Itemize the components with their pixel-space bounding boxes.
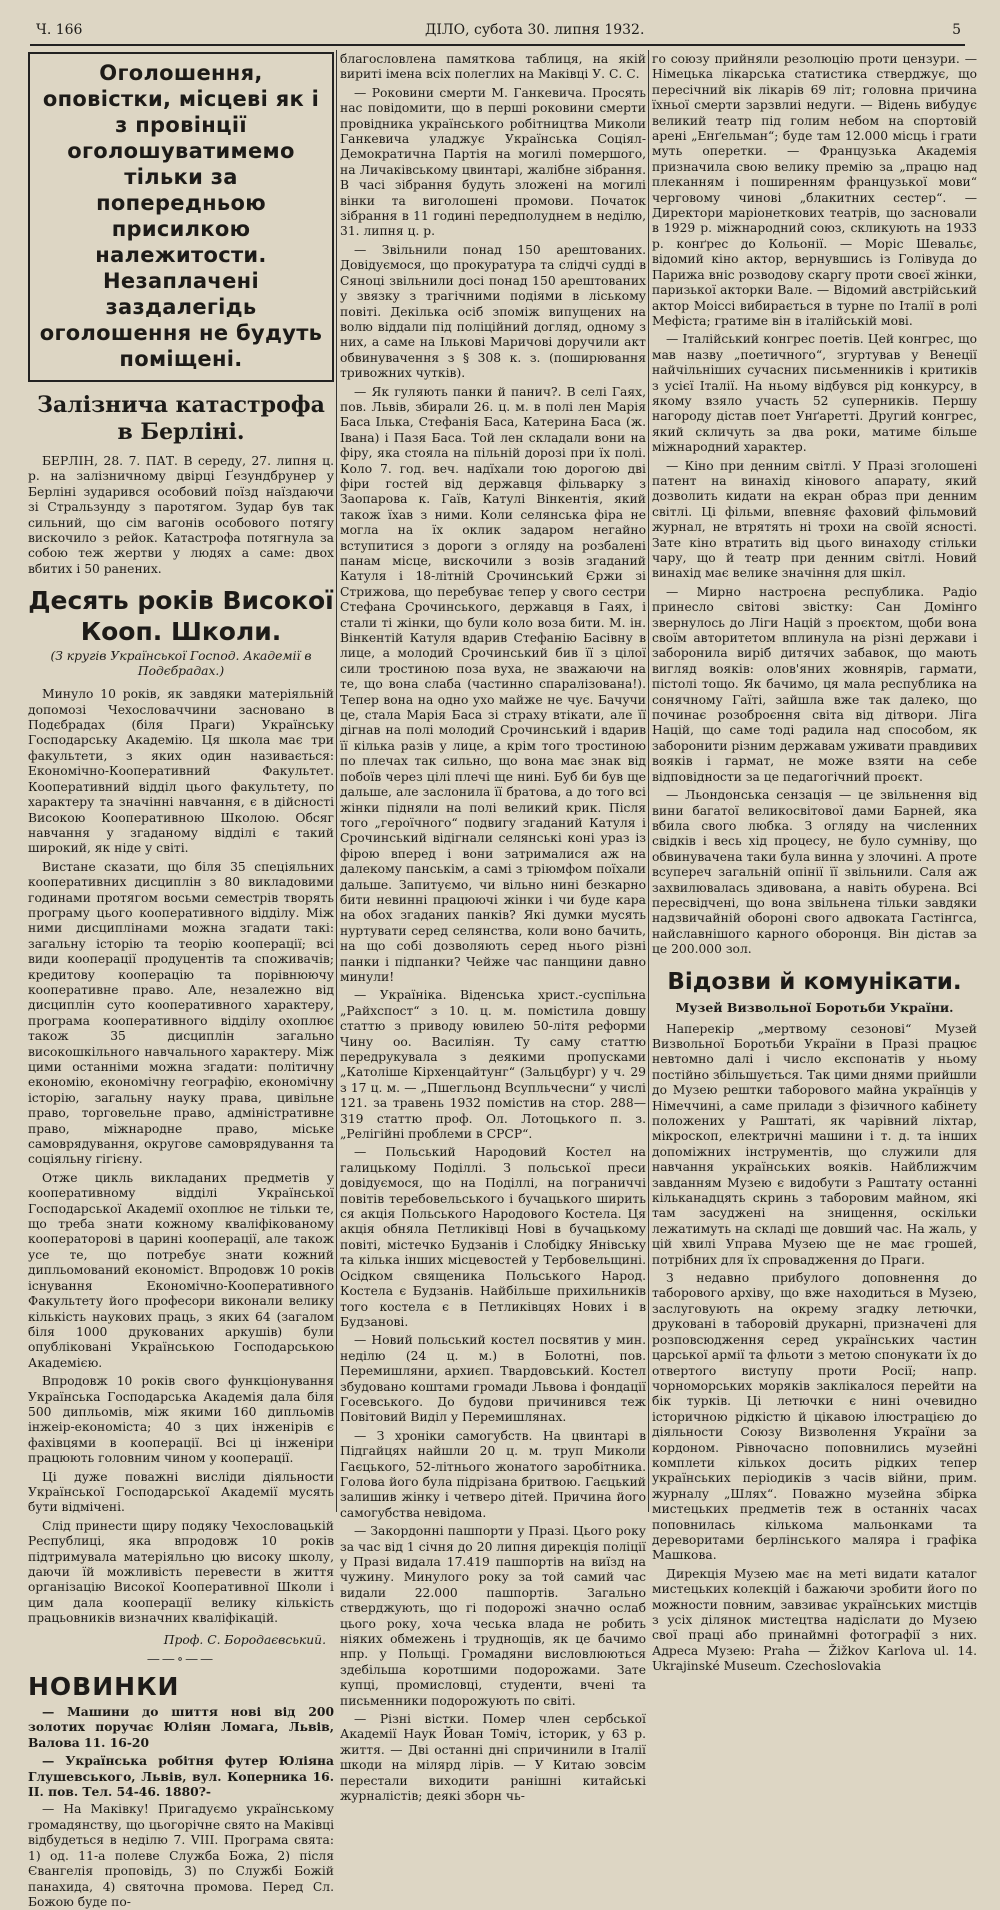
ad-notice-box: Оголошення, оповістки, місцеві як і з провінції оголошуватимемо тільки за попередньою присилкою належитости. Незаплачені заздалегідь оголошення не будуть поміщені. xyxy=(28,52,334,382)
school-paragraph: Вистане сказати, що біля 35 спеціяльних кооперативних дисциплін з 80 викладовими годинами протягом восьми семестрів творять програму цього кооперативного відділу. Між ними дисциплінами можна згадати такі: загальну історію та теорію кооперації; всі види кооперації продуцентів та споживачів; кредитову кооперацію та порівнюючу кооперативне право. Але, незалежно від дисциплін суто кооперативного характеру, програма кооперативного відділу охоплює також 35 дисциплін загально високошкільного навчального характеру. Між цими останніми можна згадати: політичну економію, економічну географію, економічну історію, загальну науку права, цивільне право, торговельне право, адміністративне право, міжнародне право, міське самоврядування, округове самоврядування та соціяльну гігієну. xyxy=(28,859,334,1167)
school-paragraph: Отже цикль викладаних предметів у кооперативному відділі Української Господарської Академії охоплює не тільки те, що треба знати кожному кваліфікованому кооператорові в царині кооперації, але також усе те, що потребує знати кожний дипльомований економіст. Впродовж 10 років існування Економічно-Кооперативного Факультету його професори виконали велику кількість наукових праць, з яких 64 (загалом біля 1000 друкованих аркушів) були опубліковані Українською Господарською Академією. xyxy=(28,1170,334,1370)
museum-paragraph: Наперекір „мертвому сезонові“ Музей Визвольної Боротьби України в Празі працює невтомно далі і число експонатів у ньому постійно збільшується. Так цими днями прийшли до Музею рештки таборового майна українців у Німеччині, а саме прилади з фізичного кабінету положених у Раштаті, як чарівний ліхтар, мікроскоп, електричні машини і т. д. та інших допоміжних інструментів, що служили для навчання українських вояків. Найближчим завданням Музею є видобути з Раштату останні кільканадцять скринь з таборовим майном, які там засуджені на знищення, оскільки лежатимуть на складі ще довший час. На жаль, у цій хвилі Управа Музею ще не має грошей, потрібних для їх спровадження до Праги. xyxy=(652,1021,977,1267)
news-continuation: го союзу прийняли резолюцію проти цензури. — Німецька лікарська статистика стверджує, що пересічний вік лікарів 69 літ; головна причина їхньої смерти зарзвлиі недуги. — Відень вибудує великий театр під голим небом на спортовій арені „Енґельман“; буде там 12.000 місць і грати муть оперетки. — Французька Академія призначила свою велику премію за „працю над плеканням і поширенням французької мови“ черговому чинові „блакитних сестер“. — Директори маріонеткових театрів, що засновали в 1929 р. міжнародний союз, скликують на 1933 р. конґрес до Кольонії. — Моріс Шевальє, відомий кіно актор, вернувшись із Голівуда до Парижа вніс розводову скаргу проти своєї жінки, паризької акторки Вале. — Відомий австрійський актор Моіссі вибирається в турне по Італії в ролі Мефіста; гратиме він в італійській мові. xyxy=(652,52,977,328)
museum-paragraph: З недавно прибулого доповнення до таборового архіву, що вже находиться в Музею, заслуговують на окрему згадку летючки, друковані в таборовій друкарні, призначені для розповсюдження серед українських частин царської армії та фльоти з метою спонукати їх до отвертого виступу проти Росії; напр. чорноморських моряків заклікалося перейти на бік турків. Ці летючки є нині очевидно історичною рідкістю й цікавою ілюстрацією до діяльности Союзу Визволення України за кордоном. Рівночасно поповнились музейні комплети кількох досить рідких тепер українських періодиків з часів війни, прим. журналу „Шлях“. Поважно музейна збірка мистецьких предметів теж в останніх часах поповнилась кількома мальонками та дереворитами берлінського маляра і графіка Машкова. xyxy=(652,1271,977,1563)
school-paragraph: Слід принести щиру подяку Чехословацькій Республиці, яка впродовж 10 років підтримувала матеріяльно цю високу школу, даючи їй можливість перевести в життя організацію Високої Кооперативної Школи і цим дала кооперації велику кількість працьовників визначних кваліфікацій. xyxy=(28,1518,334,1626)
issue-number: Ч. 166 xyxy=(36,22,83,38)
museum-paragraph: Дирекція Музею має на меті видати каталог мистецьких колекцій і бажаючи зробити його по можности повним, завзиває українських мистців з усіх ділянок мистецтва надіслати до Музею свої праці або принаймні фотографії з них. Адреса Музею: Praha — Žižkov Karlova ul. 14. Ukrajinské Museum. Czechoslovakia xyxy=(652,1566,977,1674)
news-item-peace: — Мирно настроєна республика. Радіо принесло світові звістку: Сан Домінго звернулось до Ліги Націй з проєктом, щоби вона своїм авторитетом вплинула на різні держави і заборонила виріб дитячих забавок, що мають вигляд вояків: олов'яних жовнярів, гармати, пістолі тощо. Як бачимо, ця мала республика на сонячному Гаїті, зайшла вже так далеко, що починає розоброєння світа від дітвори. Ліга Націй, що саме тоді радила над способом, як заборонити різним державам уживати правдивих вояків і гармат, не може взяти на себе відповідности за це педагогічний проєкт. xyxy=(652,584,977,784)
school-headline: Десять років Високої Кооп. Школи. xyxy=(28,586,334,647)
news-item-gankevych: — Роковини смерти М. Ганкевича. Просять нас повідомити, що в перші роковини смерти провідника українського робітництва Миколи Ганкевича уладжує Українська Соціял-Демократична Партія на могилі помершого, на Личаківському цвинтарі, жалібне зібрання. В часі зібрання будуть зложені на могилі вінки та виголошені промови. Початок зібрання в 11 годині передполуднем в неділю, 31. липня ц. р. xyxy=(340,85,646,239)
page-header xyxy=(30,20,965,46)
news-item-arrested: — Звільнили понад 150 арештованих. Довідуємося, що прокуратура та слідчі судді в Сяноці звільнили досі понад 150 арештованих у звязку з трагічними подіями в ліському повіті. Декілька осіб зпоміж випущених на волю віддали під поліційний догляд, одному з них, а саме на Ількові Маричові доручили акт обвинувачення з § 308 к. з. (поширювання тривожних чутків). xyxy=(340,242,646,381)
school-paragraph: Ці дуже поважні висліди діяльности Української Господарської Академії мусять бути відмічені. xyxy=(28,1469,334,1515)
news-item-suicides: — З хроніки самогубств. На цвинтарі в Підгайцях найшли 20 ц. м. труп Миколи Гаєцького, 52-літнього жонатого заробітника. Голова його була підрізана бритвою. Гаєцький залишив жінку і четверо дітей. Причина його самогубства невідома. xyxy=(340,1428,646,1520)
news-item-misc: — Різні вістки. Помер член сербської Академії Наук Йован Томіч, історик, у 63 р. життя. — Дві останні дні спричинили в Італії шкоди на мілярд лірів. — У Китаю зовсім перестали виходити ранішні китайські журналістів; деякі зборн чь- xyxy=(340,1712,646,1804)
school-paragraph: Впродовж 10 років свого функціонування Українська Господарська Академія дала біля 500 дипльомів, між якими 160 дипльомів інжеір-економіста; 40 з цих інженірів є фахівцями в кооперації. Всі ці інженіри працюють головним чином у кооперації. xyxy=(28,1374,334,1466)
news-item-london: — Льондонська сензація — це звільнення від вини багатої великосвітової дами Барней, яка вбила свого любка. З огляду на численних свідків і весь хід процесу, не було сумніву, що обвинувачена таки була винна у злочині. А проте всупереч загальній опінії її звільнили. Саля аж захвилювалась здивована, а навіть обурена. Всі пересвідчені, що вона звільнена тільки завдяки надзвичайній обороні свого адвоката Гастінгса, найславнішого карного оборонця. Він дістав за це 200.000 зол. xyxy=(652,788,977,957)
school-paragraph: Минуло 10 років, як завдяки матеріяльній допомозі Чехословаччини засновано в Подєбрадах (біля Праги) Українську Господарську Академію. Ця школа має три факультети, з яких один називається: Економічно-Кооперативний Факультет. Кооперативний відділ цього факультету, по характеру та значінні навчання, є в дійсності Високою Кооперативною Школою. Обсяг навчання у згаданому відділі є такий широкий, як ніде у світі. xyxy=(28,687,334,856)
page-number: 5 xyxy=(952,22,961,38)
news-continuation: благословлена памяткова таблиця, на якій вириті імена всіх полеглих на Маківці У. С. С. xyxy=(340,52,646,82)
column-3 xyxy=(652,52,977,1674)
author-signature: Проф. С. Бородаєвський. xyxy=(163,1632,326,1647)
section-title-appeals: Відозви й комунікати. xyxy=(667,968,962,995)
news-item-passports: — Закордонні пашпорти у Празі. Цього року за час від 1 січня до 20 липня дирекція поліції у Празі видала 17.419 пашпортів на виїзд на чужину. Минулого року за той самий час видали 22.000 пашпортів. Загально стверджують, що гі подорожі значно ослаб цього року, хоча чеська влада не робить ніяких обмежень і труднощів, як це бачимо нпр. у Польщі. Громадяни висловлюються здебільша коротшими подорожами. Зате купці, промисловці, студенти, вчені та письменники подорожують по світі. xyxy=(340,1524,646,1708)
crash-article: БЕРЛІН, 28. 7. ПАТ. В середу, 27. липня ц. р. на залізничному двірці Ґезундбрунер у Берліні зударився особовий поїзд наїздаючи зі Стральзунду з паротягом. Зудар був так сильний, що сім вагонів особового потягу вискочило з рейок. Катастрофа потягнула за собою теж жертви у людях а саме: двох вбитих і 50 ранених. xyxy=(28,454,334,576)
crash-headline: Залізнича катастрофа в Берліні. xyxy=(37,392,325,445)
classified-ad: — Машини до шиття нові від 200 золотих поручає Юліян Ломага, Львів, Валова 11. 16-20 xyxy=(28,1704,334,1750)
news-item-ukrainika: — Україніка. Віденська христ.-суспільна „Райхспост“ з 10. ц. м. помістила довшу статтю з приводу ювилею 50-літя реформи Чину оо. Василіян. Ту саму статтю передрукувала з деякими пропусками „Католіше Кірхенцайтунг“ (Зальцбург) у ч. 29 з 17 ц. м. — „Пшегльонд Всупльчесни“ у числі 121. за травень 1932 помістив на стор. 288—319 статтю проф. Ол. Лотоцького п. з. „Релігійні проблеми в СРСР“. xyxy=(340,988,646,1142)
news-item-cinema: — Кіно при денним світлі. У Празі зголошені патент на винахід кінового апарату, який дозволить кидати на екран образ при денним світлі. Ці фільми, впевняє фаховий фільмовий журнал, не втрятять ні трохи на своїй ясності. Зате кіно втратить від цього винаходу стільки чару, що й театр при денним світлі. Новий винахід має велике значіння для шкіл. xyxy=(652,458,977,581)
column-rule-1 xyxy=(336,50,337,1512)
column-rule-2 xyxy=(648,50,649,1512)
masthead-dateline: ДІЛО, субота 30. липня 1932. xyxy=(425,22,645,38)
news-item-makivka: — На Маківку! Пригадуємо українському громадянству, що цьогорічне свято на Маківці відбудеться в неділю 7. VIII. Програма свята: 1) од. 11-а полеве Служба Божа, 2) після Євангелія проповідь, 3) по Службі Божій панахида, 4) святочна промова. Перед Сл. Божою буде по- xyxy=(28,1802,334,1909)
section-title-novinky: НОВИНКИ xyxy=(28,1672,180,1702)
school-subtitle: (З кругів Української Господ. Академії в Подєбрадах.) xyxy=(50,649,312,679)
news-item-congress: — Італійський конгрес поетів. Цей конгрес, що мав назву „поетичного“, згуртував у Венеції найчільніших сучасних письменників і критиків з усієї Італії. На ньому відбувся рід конкурсу, в якому взяло участь 52 суперників. Першу нагороду дістав поет Унґаретті. Другий конгрес, який скличуть за два роки, матиме більше міжнародний характер. xyxy=(652,332,977,455)
news-item-panky: — Як гуляють панки й панич?. В селі Гаях, пов. Львів, збирали 26. ц. м. в полі лен Марія Баса Ілька, Стефанія Баса, Катерина Баса (ж. Івана) і Пазя Баса. Той лен складали вони на фіру, яка стояла на пільній дорозі при їх полі. Коло 7. год. веч. надїхали тою дорогою дві фіри гостей від державця фільварку з Заопарова к. Гаїв, Катулі Вінкентія, який також їхав з ними. Коли селянська фіра не могла на їх оклик задаром негайно вступитися з дороги з огляду на розбалені панам місце, вискочили з возів згаданий Катуля і 18-літній Срочинський Єржи зі Стрижова, що перебуває тепер у свого сестри Стефана Срочинського, державця в Гаях, і стали ті жінки, що були коло воза бити. М. ін. Вінкентій Катуля вдарив Стефанію Басівну в лице, а молодий Срочинський бив її з цілої сили тростиною поза вуха, не зважаючи на те, що вона слаба (частинно спаралізована!). Тепер вона на одно ухо майже не чує. Бачучи це, стала Марія Баса зі страху втікати, але її дігнав на полі молодий Срочинський і вдарив її кілька разів у лице, а крім того тростиною по плечах так сильно, що вона має знак від побоїв через цілі плечі ще нині. Буб би був ще дальше, але заслонила її братова, а до того всі жінки підняли на полі великий крик. Після того „героїчного“ подвигу згаданий Катуля і Срочинський відігнали селянські коні ураз із фірою вперед і вони затрималися аж на далекому панськім, а самі з тріюмфом поїхали дальше. Запитуємо, чи вільно нині безкарно бити невинні працюючі жінки і чи буде кара на обох згаданих панків? Які думки мусять нуртувати серед селянства, коли воно бачить, на що собі дозволяють серед нього різні панки і підпанки? Чейже час панщини давно минули! xyxy=(340,384,646,984)
ornament-divider: ——∘—— xyxy=(146,1652,216,1668)
classified-ad: — Українська робітня футер Юліяна Глушевського, Львів, вул. Коперника 16. II. пов. Тел. 54-46. 1880?- xyxy=(28,1753,334,1800)
museum-headline: Музей Визвольної Боротьби України. xyxy=(675,999,954,1015)
column-2 xyxy=(340,52,646,1804)
news-item-kostel: — Польський Народовий Костел на галицькому Поділлі. З польської преси довідуємося, що на Поділлі, на пограниччі повітів теребовельського і бучацького ширить ся акція Польського Народового Костела. Ця акція обняла Петликівці Нові в бучацькому повіті, містечко Будзанів і Слобідку Янівську та кілька інших місцевостей у Тербовельщині. Осідком священика Польського Народ. Костела є Будзанів. Найбільше прихильників того костела є в Петликівцях Нових і в Будзанові. xyxy=(340,1145,646,1329)
column-1 xyxy=(28,52,334,1909)
news-item-new-kostel: — Новий польський костел посвятив у мин. неділю (24 ц. м.) в Болотні, пов. Перемишляни, архиєп. Твардовський. Костел збудовано коштами громади Львова і фондації Госевського. До будови причинився теж Повітовий Виділ у Перемишлянах. xyxy=(340,1333,646,1425)
